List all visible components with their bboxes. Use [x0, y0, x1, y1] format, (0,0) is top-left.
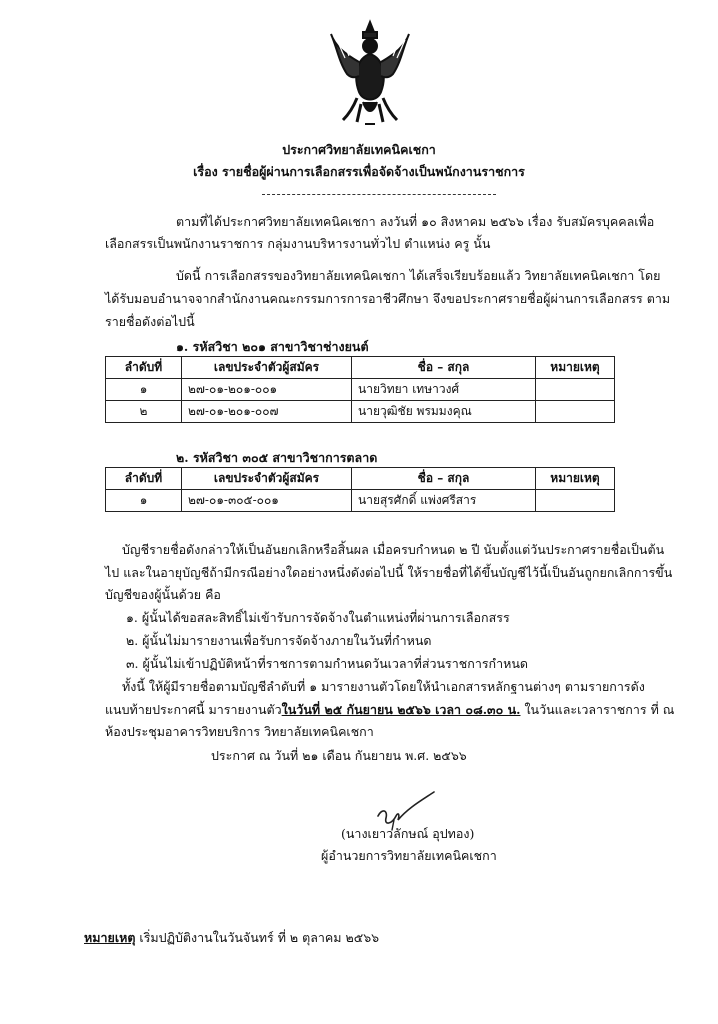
column-header-no: ลำดับที่ — [106, 468, 182, 490]
cell-name: นายวิทยา เทษาวงศ์ — [352, 379, 536, 401]
report-line2-end: ในวันและเวลาราชการ ที่ ณ — [520, 702, 675, 717]
footnote — [84, 932, 379, 945]
section2-table — [105, 467, 615, 512]
report-line1: ทั้งนี้ ให้ผู้มีรายชื่อตามบัญชีลำดับที่ ๑ มารายงานตัวโดยให้นำเอกสารหลักฐานต่างๆ ตามรายการดัง — [122, 679, 645, 694]
report-date-time: ในวันที่ ๒๕ กันยายน ๒๕๖๖ เวลา ๐๘.๓๐ น. — [281, 702, 521, 717]
table-header-row — [106, 357, 615, 379]
cell-id: ๒๗-๐๑-๒๐๑-๐๐๑ — [182, 379, 352, 401]
intro-paragraph2-line1: บัดนี้ การเลือกสรรของวิทยาลัยเทคนิคเชกา ได้เสร็จเรียบร้อยแล้ว วิทยาลัยเทคนิคเชกา โดย — [176, 268, 661, 283]
column-header-name: ชื่อ – สกุล — [352, 357, 536, 379]
table-row — [106, 490, 615, 512]
cell-no: ๑ — [106, 490, 182, 512]
column-header-note: หมายเหตุ — [536, 357, 615, 379]
report-line2 — [105, 704, 674, 717]
cell-no: ๑ — [106, 379, 182, 401]
cell-id: ๒๗-๐๑-๓๐๕-๐๐๑ — [182, 490, 352, 512]
cell-note — [536, 401, 615, 423]
cell-name: นายสุรศักดิ์ แพ่งศรีสาร — [352, 490, 536, 512]
footnote-label: หมายเหตุ — [84, 930, 136, 945]
footnote-text: เริ่มปฏิบัติงานในวันจันทร์ ที่ ๒ ตุลาคม ๒๕๖๖ — [135, 930, 380, 945]
cancel-item1: ๑. ผู้นั้นได้ขอสละสิทธิ์ไม่เข้ารับการจัดจ้างในตำแหน่งที่ผ่านการเลือกสรร — [126, 610, 510, 625]
cell-id: ๒๗-๐๑-๒๐๑-๐๐๗ — [182, 401, 352, 423]
announcement-date: ประกาศ ณ วันที่ ๒๑ เดือน กันยายน พ.ศ. ๒๕๖๖ — [211, 748, 467, 763]
intro-paragraph1-line2: เลือกสรรเป็นพนักงานราชการ กลุ่มงานบริหารงานทั่วไป ตำแหน่ง ครู นั้น — [105, 236, 491, 251]
column-header-id: เลขประจำตัวผู้สมัคร — [182, 357, 352, 379]
cancel-item2: ๒. ผู้นั้นไม่มารายงานเพื่อรับการจัดจ้างภายในวันที่กำหนด — [126, 633, 432, 648]
section2-heading: ๒. รหัสวิชา ๓๐๕ สาขาวิชาการตลาด — [176, 450, 378, 465]
intro-paragraph2-line2: ได้รับมอบอำนาจจากสำนักงานคณะกรรมการการอาชีวศึกษา จึงขอประกาศรายชื่อผู้ผ่านการเลือกสรร ตาม — [105, 291, 671, 306]
table-row — [106, 401, 615, 423]
report-line2-start: แนบท้ายประกาศนี้ มารายงานตัว — [105, 702, 282, 717]
announcement-title: ประกาศวิทยาลัยเทคนิคเชกา — [282, 142, 436, 157]
signatory-name: (นางเยาวลักษณ์ อุปทอง) — [341, 826, 475, 841]
garuda-emblem-icon — [327, 18, 413, 130]
title-divider — [262, 194, 496, 195]
column-header-id: เลขประจำตัวผู้สมัคร — [182, 468, 352, 490]
cell-note — [536, 379, 615, 401]
column-header-name: ชื่อ – สกุล — [352, 468, 536, 490]
cancel-line1: บัญชีรายชื่อดังกล่าวให้เป็นอันยกเลิกหรือสิ้นผล เมื่อครบกำหนด ๒ ปี นับตั้งแต่วันประกาศรายชื่อเป็นต้น — [122, 542, 665, 557]
cell-no: ๒ — [106, 401, 182, 423]
signatory-position: ผู้อำนวยการวิทยาลัยเทคนิคเชกา — [321, 848, 497, 863]
report-line3: ห้องประชุมอาคารวิทยบริการ วิทยาลัยเทคนิคเชกา — [105, 724, 374, 739]
cell-name: นายวุฒิชัย พรมมงคุณ — [352, 401, 536, 423]
cancel-item3: ๓. ผู้นั้นไม่เข้าปฏิบัติหน้าที่ราชการตามกำหนดวันเวลาที่ส่วนราชการกำหนด — [126, 656, 529, 671]
cell-note — [536, 490, 615, 512]
section1-heading: ๑. รหัสวิชา ๒๐๑ สาขาวิชาช่างยนต์ — [176, 339, 369, 354]
intro-paragraph2-line3: รายชื่อดังต่อไปนี้ — [105, 314, 195, 329]
column-header-no: ลำดับที่ — [106, 357, 182, 379]
cancel-line3: บัญชีของผู้นั้นด้วย คือ — [105, 587, 221, 602]
table-row — [106, 379, 615, 401]
intro-paragraph1-line1: ตามที่ได้ประกาศวิทยาลัยเทคนิคเชกา ลงวันที่ ๑๐ สิงหาคม ๒๕๖๖ เรื่อง รับสมัครบุคคลเพื่อ — [176, 214, 655, 229]
column-header-note: หมายเหตุ — [536, 468, 615, 490]
cancel-line2: ไป และในอายุบัญชีถ้ามีกรณีอย่างใดอย่างหนึ่งดังต่อไปนี้ ให้รายชื่อที่ได้ขึ้นบัญชีไว้นี้เป็นอันถูกยกเลิกการขึ้น — [105, 565, 673, 580]
announcement-subject: เรื่อง รายชื่อผู้ผ่านการเลือกสรรเพื่อจัดจ้างเป็นพนักงานราชการ — [193, 164, 525, 179]
section1-table — [105, 356, 615, 423]
table-header-row — [106, 468, 615, 490]
